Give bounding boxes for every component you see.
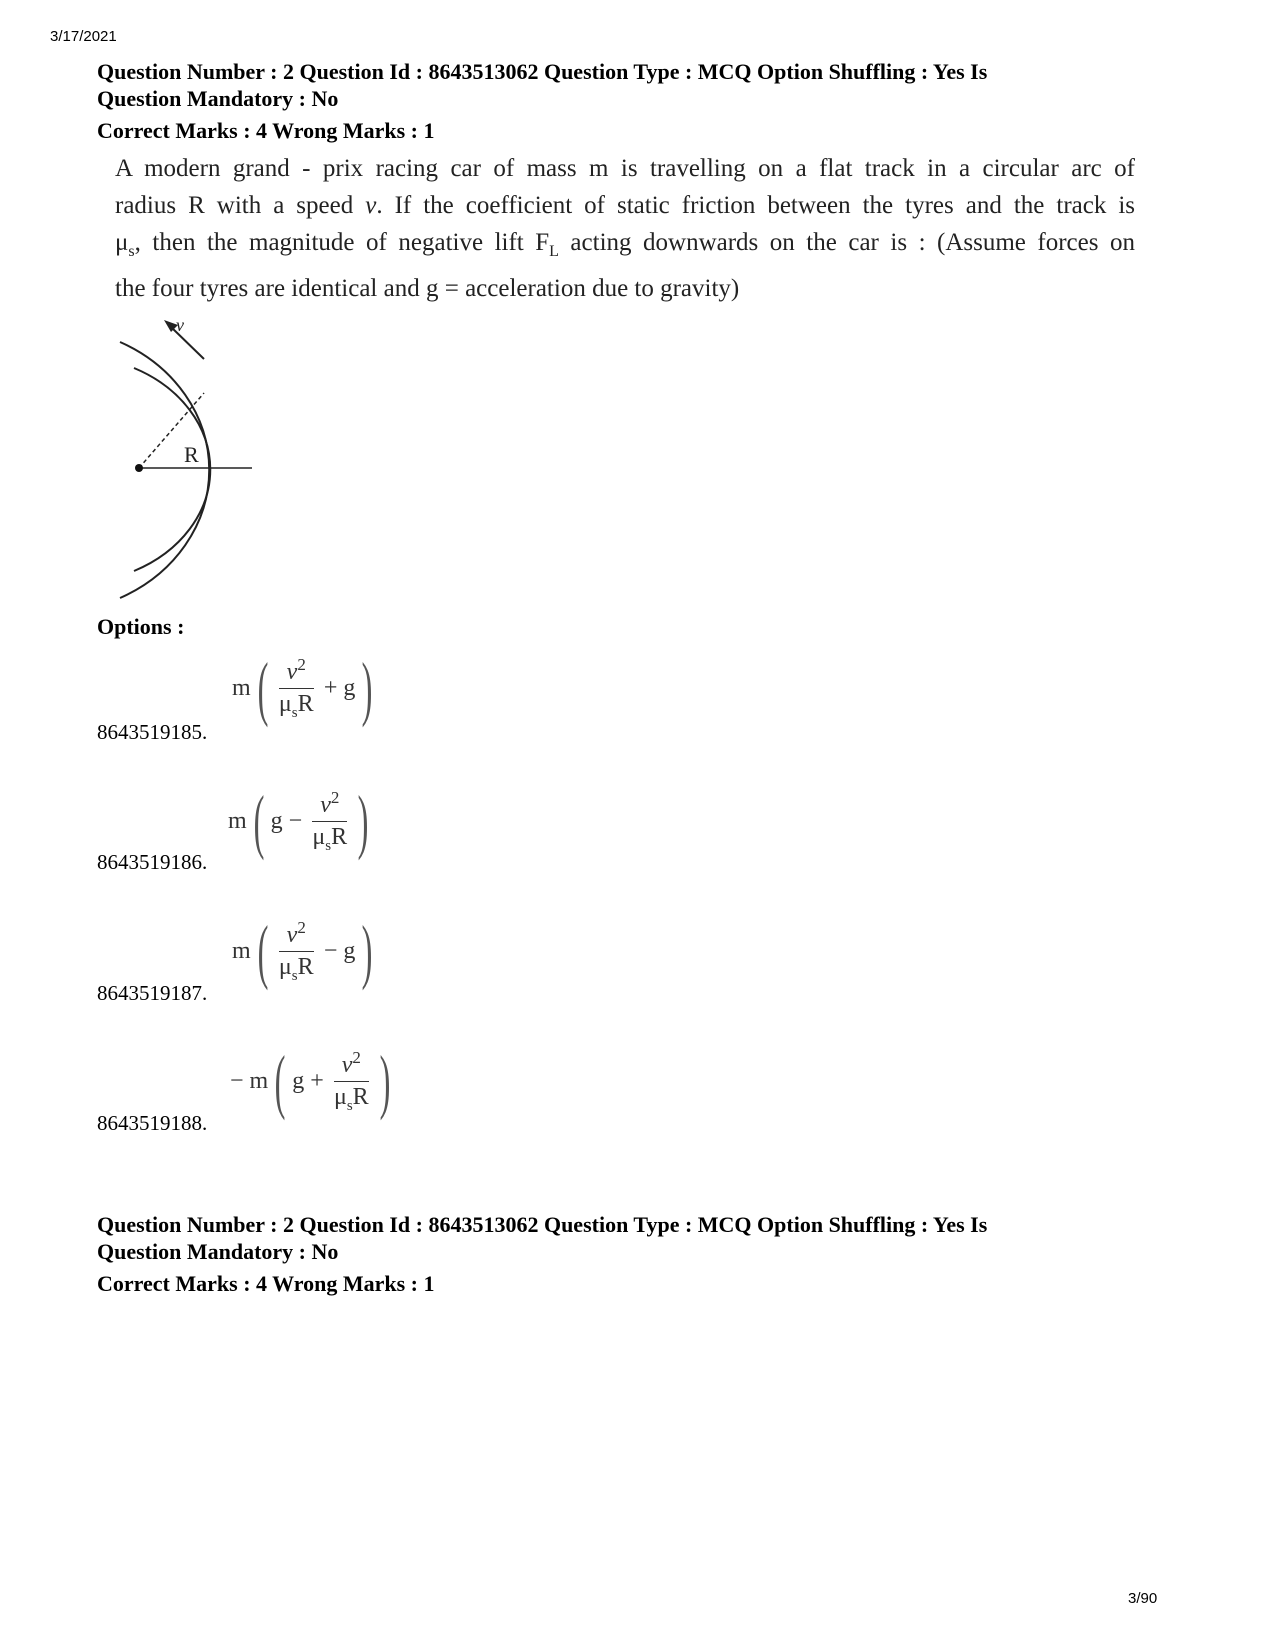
option-id: 8643519188. <box>97 1111 208 1135</box>
option-id: 8643519186. <box>97 850 208 874</box>
center-point <box>135 464 143 472</box>
print-date: 3/17/2021 <box>50 28 117 45</box>
marks-line: Correct Marks : 4 Wrong Marks : 1 <box>97 1271 435 1296</box>
page-number: 3/90 <box>1128 1590 1158 1607</box>
marks-line: Correct Marks : 4 Wrong Marks : 1 <box>97 118 435 143</box>
option-id: 8643519185. <box>97 720 208 744</box>
option-formula: m ( $\frac{v^2}{\mu_sR}$ − g ) <box>232 911 373 991</box>
meta-line-1: Question Number : 2 Question Id : 8643513062 Question Type : MCQ Option Shuffling : Yes Is <box>97 1212 988 1237</box>
question-line-1: A modern grand - prix racing car of mass m is travelling on a flat track in a circular arc of <box>115 155 1135 182</box>
meta-line-1: Question Number : 2 Question Id : 8643513062 Question Type : MCQ Option Shuffling : Yes Is <box>97 59 988 84</box>
option-id: 8643519187. <box>97 981 208 1005</box>
option-formula: − m ( g + $\frac{v^2}{\mu_sR}$ ) <box>230 1041 391 1121</box>
circular-track-figure <box>112 315 312 610</box>
option-formula: m ( g − $\frac{v^2}{\mu_sR}$ ) <box>228 781 369 861</box>
track-outer-arc <box>120 342 209 598</box>
question-line-3: $\mu_s$, then the magnitude of negative lift $F_L$ acting downwards on the car is : (Assume forces on <box>115 229 1135 260</box>
question-meta <box>97 58 1197 144</box>
options-label: Options : <box>97 614 185 639</box>
velocity-label: v <box>176 315 184 335</box>
question-line-2: radius R with a speed v. If the coefficient of static friction between the tyres and the track is <box>115 192 1136 219</box>
option-formula: m ( $\frac{v^2}{\mu_sR}$ + g ) <box>232 648 373 728</box>
question-meta-repeat <box>97 1211 1197 1297</box>
question-text <box>115 150 1135 307</box>
meta-line-2: Question Mandatory : No <box>97 86 339 111</box>
radius-label: R <box>184 442 199 467</box>
meta-line-2: Question Mandatory : No <box>97 1239 339 1264</box>
question-line-4: the four tyres are identical and g = acceleration due to gravity) <box>115 275 740 302</box>
